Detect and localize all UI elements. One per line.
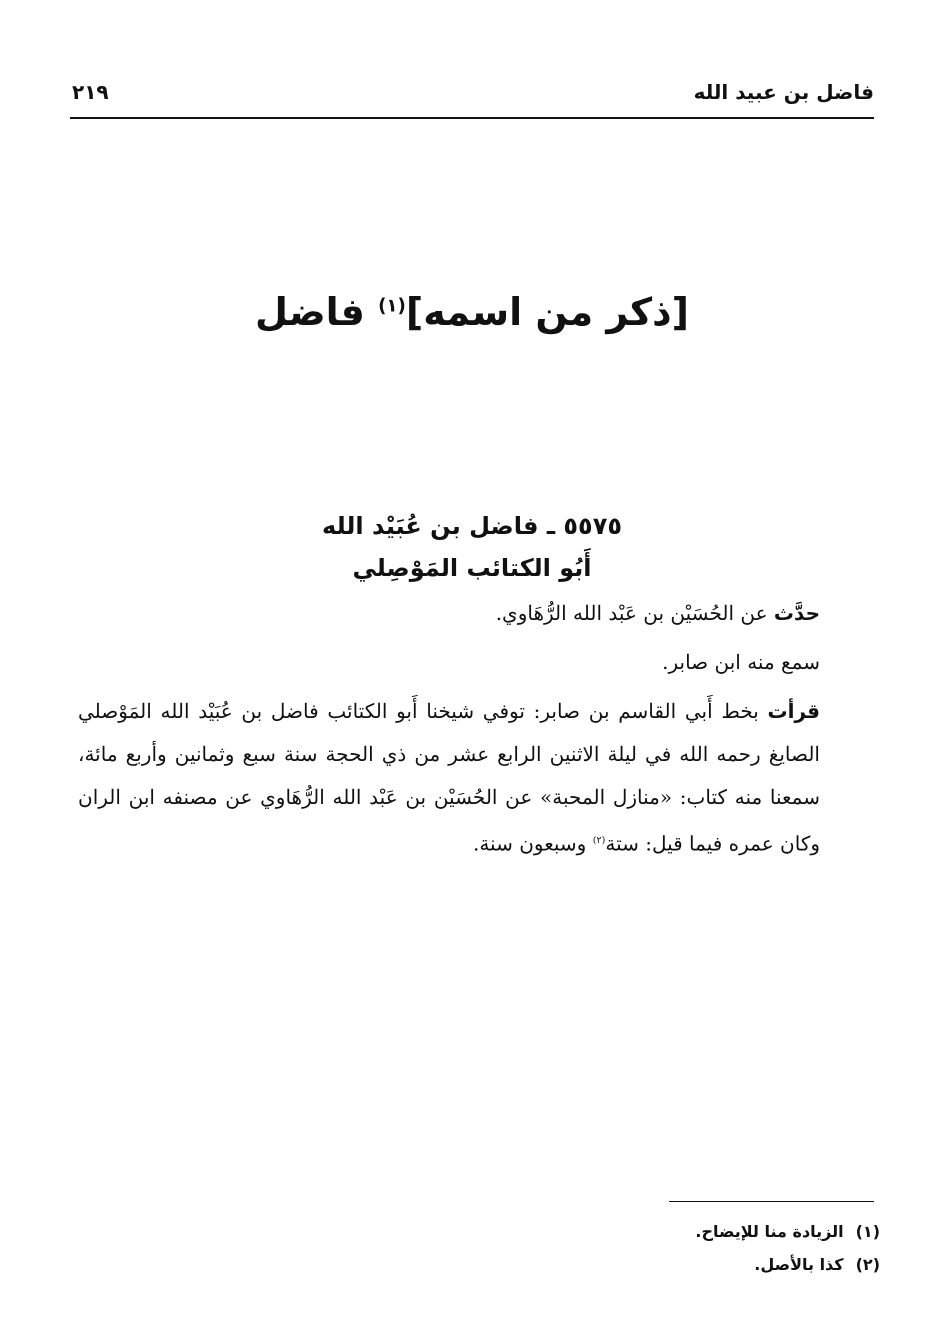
paragraph-2 xyxy=(78,641,874,684)
paragraph-1-text: عن الحُسَيْن بن عَبْد الله الرُّهَاوي. xyxy=(495,601,774,625)
paragraph-1 xyxy=(78,592,874,635)
page-number: ٢١٩ xyxy=(72,80,109,104)
chapter-title-end: فاضل xyxy=(255,290,379,334)
footnote-1-number: (١) xyxy=(855,1222,880,1241)
paragraph-2-text: سمع منه ابن صابر. xyxy=(662,650,820,674)
chapter-footnote-mark: (١) xyxy=(378,295,406,317)
running-title: فاضل بن عبيد الله xyxy=(693,80,874,104)
paragraph-3 xyxy=(78,690,874,866)
footnotes xyxy=(500,1215,880,1281)
paragraph-3-text-a: بخط أَبي القاسم بن صابر: توفي شيخنا أَبو الكتائب فاضل بن عُبَيْد الله المَوْصلي الصايغ رحمه الله في ليلة الاثنين الرابع عشر من ذي الحجة سنة سبع وثمانين وأربع مائة، سمعنا منه كتاب: «منازل المحبة» عن الحُسَيْن بن عَبْد الله الرُّهَاوي عن مصنفه ابن الران وكان عمره فيما قيل: ستة xyxy=(78,699,820,856)
footnote-rule xyxy=(669,1201,874,1202)
entry-subheading: أَبُو الكتائب المَوْصِلي xyxy=(352,554,592,582)
header-rule xyxy=(70,117,874,119)
footnote-1 xyxy=(500,1215,880,1248)
paragraph-1-lead: حدَّث xyxy=(773,601,820,625)
paragraph-3-text-b: وسبعون سنة. xyxy=(472,831,593,856)
footnote-1-text: الزيادة منا للإيضاح. xyxy=(695,1222,844,1241)
entry-heading: ٥٥٧٥ ـ فاضل بن عُبَيْد الله xyxy=(322,512,622,540)
entry-body xyxy=(78,592,874,866)
paragraph-3-footnote-mark: (٢) xyxy=(592,835,606,846)
paragraph-3-lead: قرأت xyxy=(767,699,820,723)
chapter-title xyxy=(70,290,874,334)
chapter-title-text: [ذكر من اسمه] xyxy=(405,290,689,334)
entry-heading-block xyxy=(70,505,874,589)
footnote-2 xyxy=(500,1248,880,1281)
footnote-2-number: (٢) xyxy=(855,1255,880,1274)
footnote-2-text: كذا بالأصل. xyxy=(754,1255,844,1274)
